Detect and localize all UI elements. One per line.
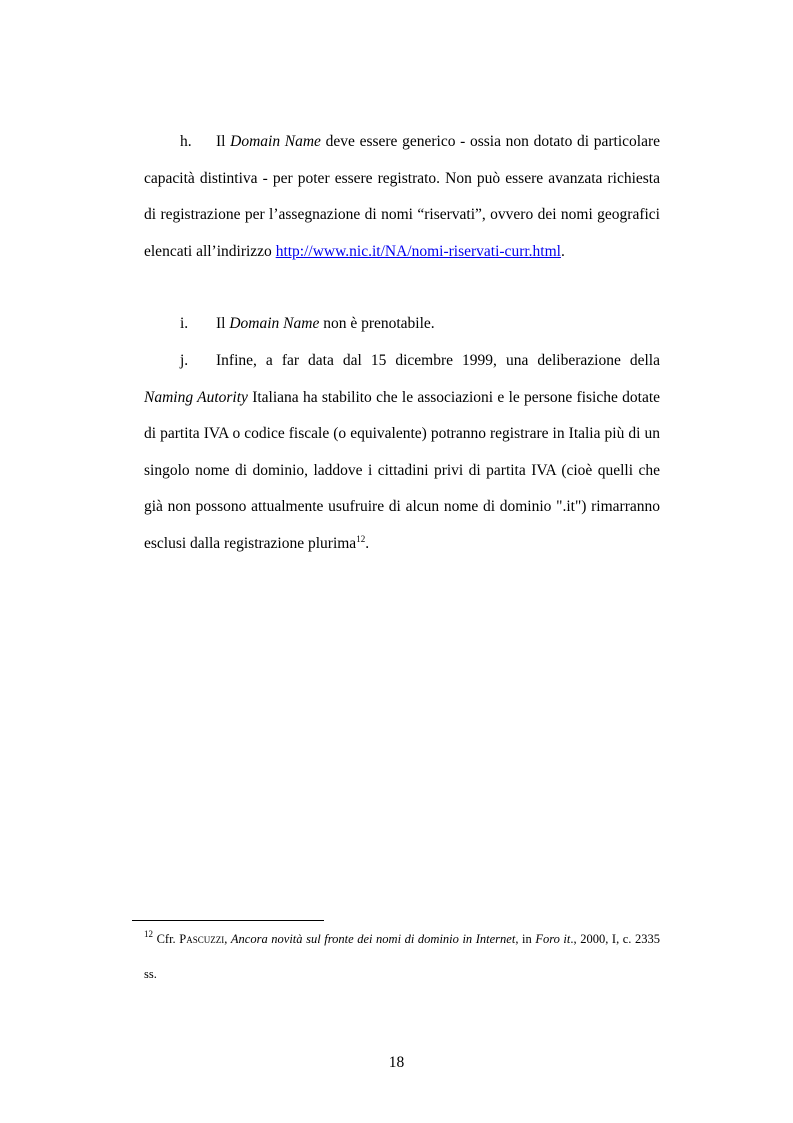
paragraph-i: [144, 306, 660, 343]
list-marker-h: h.: [180, 133, 192, 150]
paragraph-i-text-2: non è prenotabile.: [319, 315, 435, 332]
paragraph-h-text-1: Il: [216, 133, 231, 150]
footnote-journal: Foro it: [535, 932, 571, 946]
paragraph-h-emphasis: Domain Name: [230, 133, 321, 150]
paragraph-h-text-3: .: [560, 242, 565, 260]
nic-reserved-names-link[interactable]: http://www.nic.it/NA/nomi-riservati-curr.html: [275, 242, 561, 260]
page-number: 18: [388, 1054, 405, 1071]
list-marker-j: j.: [180, 352, 189, 369]
footnote-text-1: Cfr.: [153, 932, 180, 946]
footnote-text-2: ,: [224, 932, 231, 946]
paragraph-h-text-2: deve essere generico - ossia non dotato di particolare capacità distintiva - per poter essere registrato. Non può essere avanzata richiesta di registrazione per l’assegnazione di nomi “riservati”, ovvero dei nomi geografici elencati all’indirizzo: [144, 133, 661, 260]
paragraph-i-emphasis: Domain Name: [229, 315, 320, 332]
paragraph-j-text-2: Italiana ha stabilito che le associazioni e le persone fisiche dotate di partita IVA o codice fiscale (o equivalente) potranno registrare in Italia più di un singolo nome di dominio, laddove i cittadini privi di partita IVA (cioè quelli che già non possono attualmente usufruire di alcun nome di dominio ".it") rimarranno esclusi dalla registrazione plurima: [144, 388, 661, 552]
paragraph-i-text-1: Il: [216, 315, 230, 332]
footnote-number: 12: [144, 929, 153, 939]
footnote-author: Pascuzzi: [179, 932, 225, 946]
paragraph-j-text-1: Infine, a far data dal 15 dicembre 1999, una deliberazione della: [216, 352, 660, 369]
paragraph-j-text-3: .: [365, 534, 370, 552]
footnote-text-4: ., 2000, I, c. 2335 ss.: [144, 932, 661, 981]
footnote-reference-12[interactable]: 12: [356, 533, 366, 544]
paragraph-j-emphasis: Naming Autority: [144, 388, 248, 406]
paragraph-h: [144, 124, 660, 270]
footnote-text-3: , in: [515, 932, 536, 946]
list-marker-i: i.: [180, 315, 189, 332]
paragraph-j: [144, 343, 660, 562]
footnote-separator: [132, 920, 324, 921]
footnote-title: Ancora novità sul fronte dei nomi di dominio in Internet: [230, 932, 516, 946]
footnote-12: [144, 922, 660, 992]
